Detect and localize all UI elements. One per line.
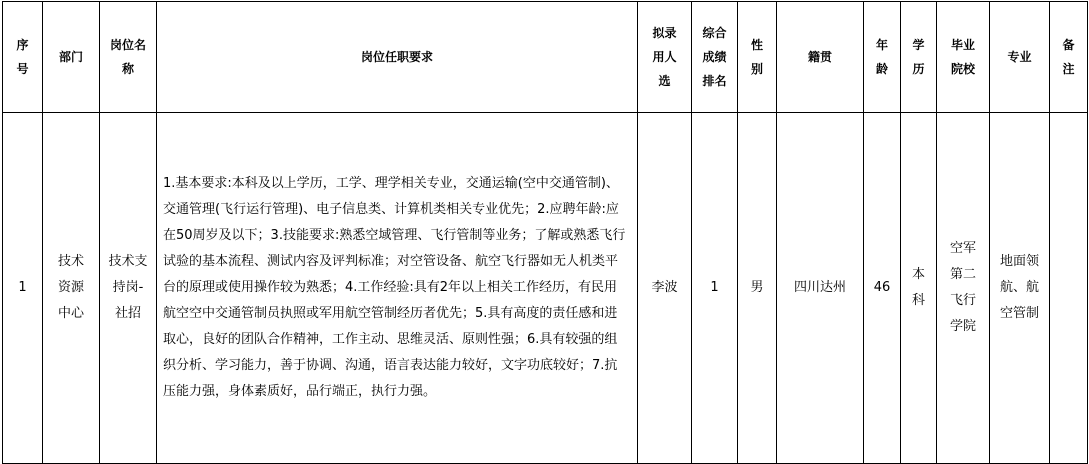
header-education: 学 历	[901, 2, 937, 113]
cell-age: 46	[864, 113, 901, 464]
cell-gender: 男	[738, 113, 777, 464]
header-candidate: 拟录 用人 选	[638, 2, 692, 113]
cell-remark	[1050, 113, 1088, 464]
header-major: 专业	[990, 2, 1050, 113]
header-rank: 综合 成绩 排名	[692, 2, 738, 113]
table-row	[3, 113, 1088, 464]
cell-seq: 1	[3, 113, 43, 464]
cell-rank: 1	[692, 113, 738, 464]
cell-origin: 四川达州	[777, 113, 864, 464]
header-remark: 备 注	[1050, 2, 1088, 113]
header-gender: 性 别	[738, 2, 777, 113]
cell-education: 本 科	[901, 113, 937, 464]
header-origin: 籍贯	[777, 2, 864, 113]
header-school: 毕业 院校	[937, 2, 990, 113]
cell-school: 空军 第二 飞行 学院	[937, 113, 990, 464]
header-seq: 序 号	[3, 2, 43, 113]
header-row	[3, 2, 1088, 113]
header-dept: 部门	[43, 2, 100, 113]
header-age: 年 龄	[864, 2, 901, 113]
header-requirements: 岗位任职要求	[157, 2, 638, 113]
cell-dept: 技术 资源 中心	[43, 113, 100, 464]
header-post: 岗位名 称	[100, 2, 157, 113]
cell-major: 地面领 航、航 空管制	[990, 113, 1050, 464]
cell-post: 技术支 持岗- 社招	[100, 113, 157, 464]
recruitment-table	[2, 1, 1088, 464]
cell-candidate: 李波	[638, 113, 692, 464]
cell-requirements: 1.基本要求:本科及以上学历，工学、理学相关专业，交通运输(空中交通管制)、交通管理(飞行运行管理)、电子信息类、计算机类相关专业优先；2.应聘年龄:应在50周岁及以下；3.技能要求:熟悉空域管理、飞行管制等业务；了解或熟悉飞行试验的基本流程、测试内容及评判标准；对空管设备、航空飞行器如无人机类平台的原理或使用操作较为熟悉；4.工作经验:具有2年以上相关工作经历，有民用航空空中交通管制员执照或军用航空管制经历者优先；5.具有高度的责任感和进取心，良好的团队合作精神，工作主动、思维灵活、原则性强；6.具有较强的组织分析、学习能力，善于协调、沟通，语言表达能力较好，文字功底较好；7.抗压能力强，身体素质好，品行端正，执行力强。	[157, 113, 638, 464]
